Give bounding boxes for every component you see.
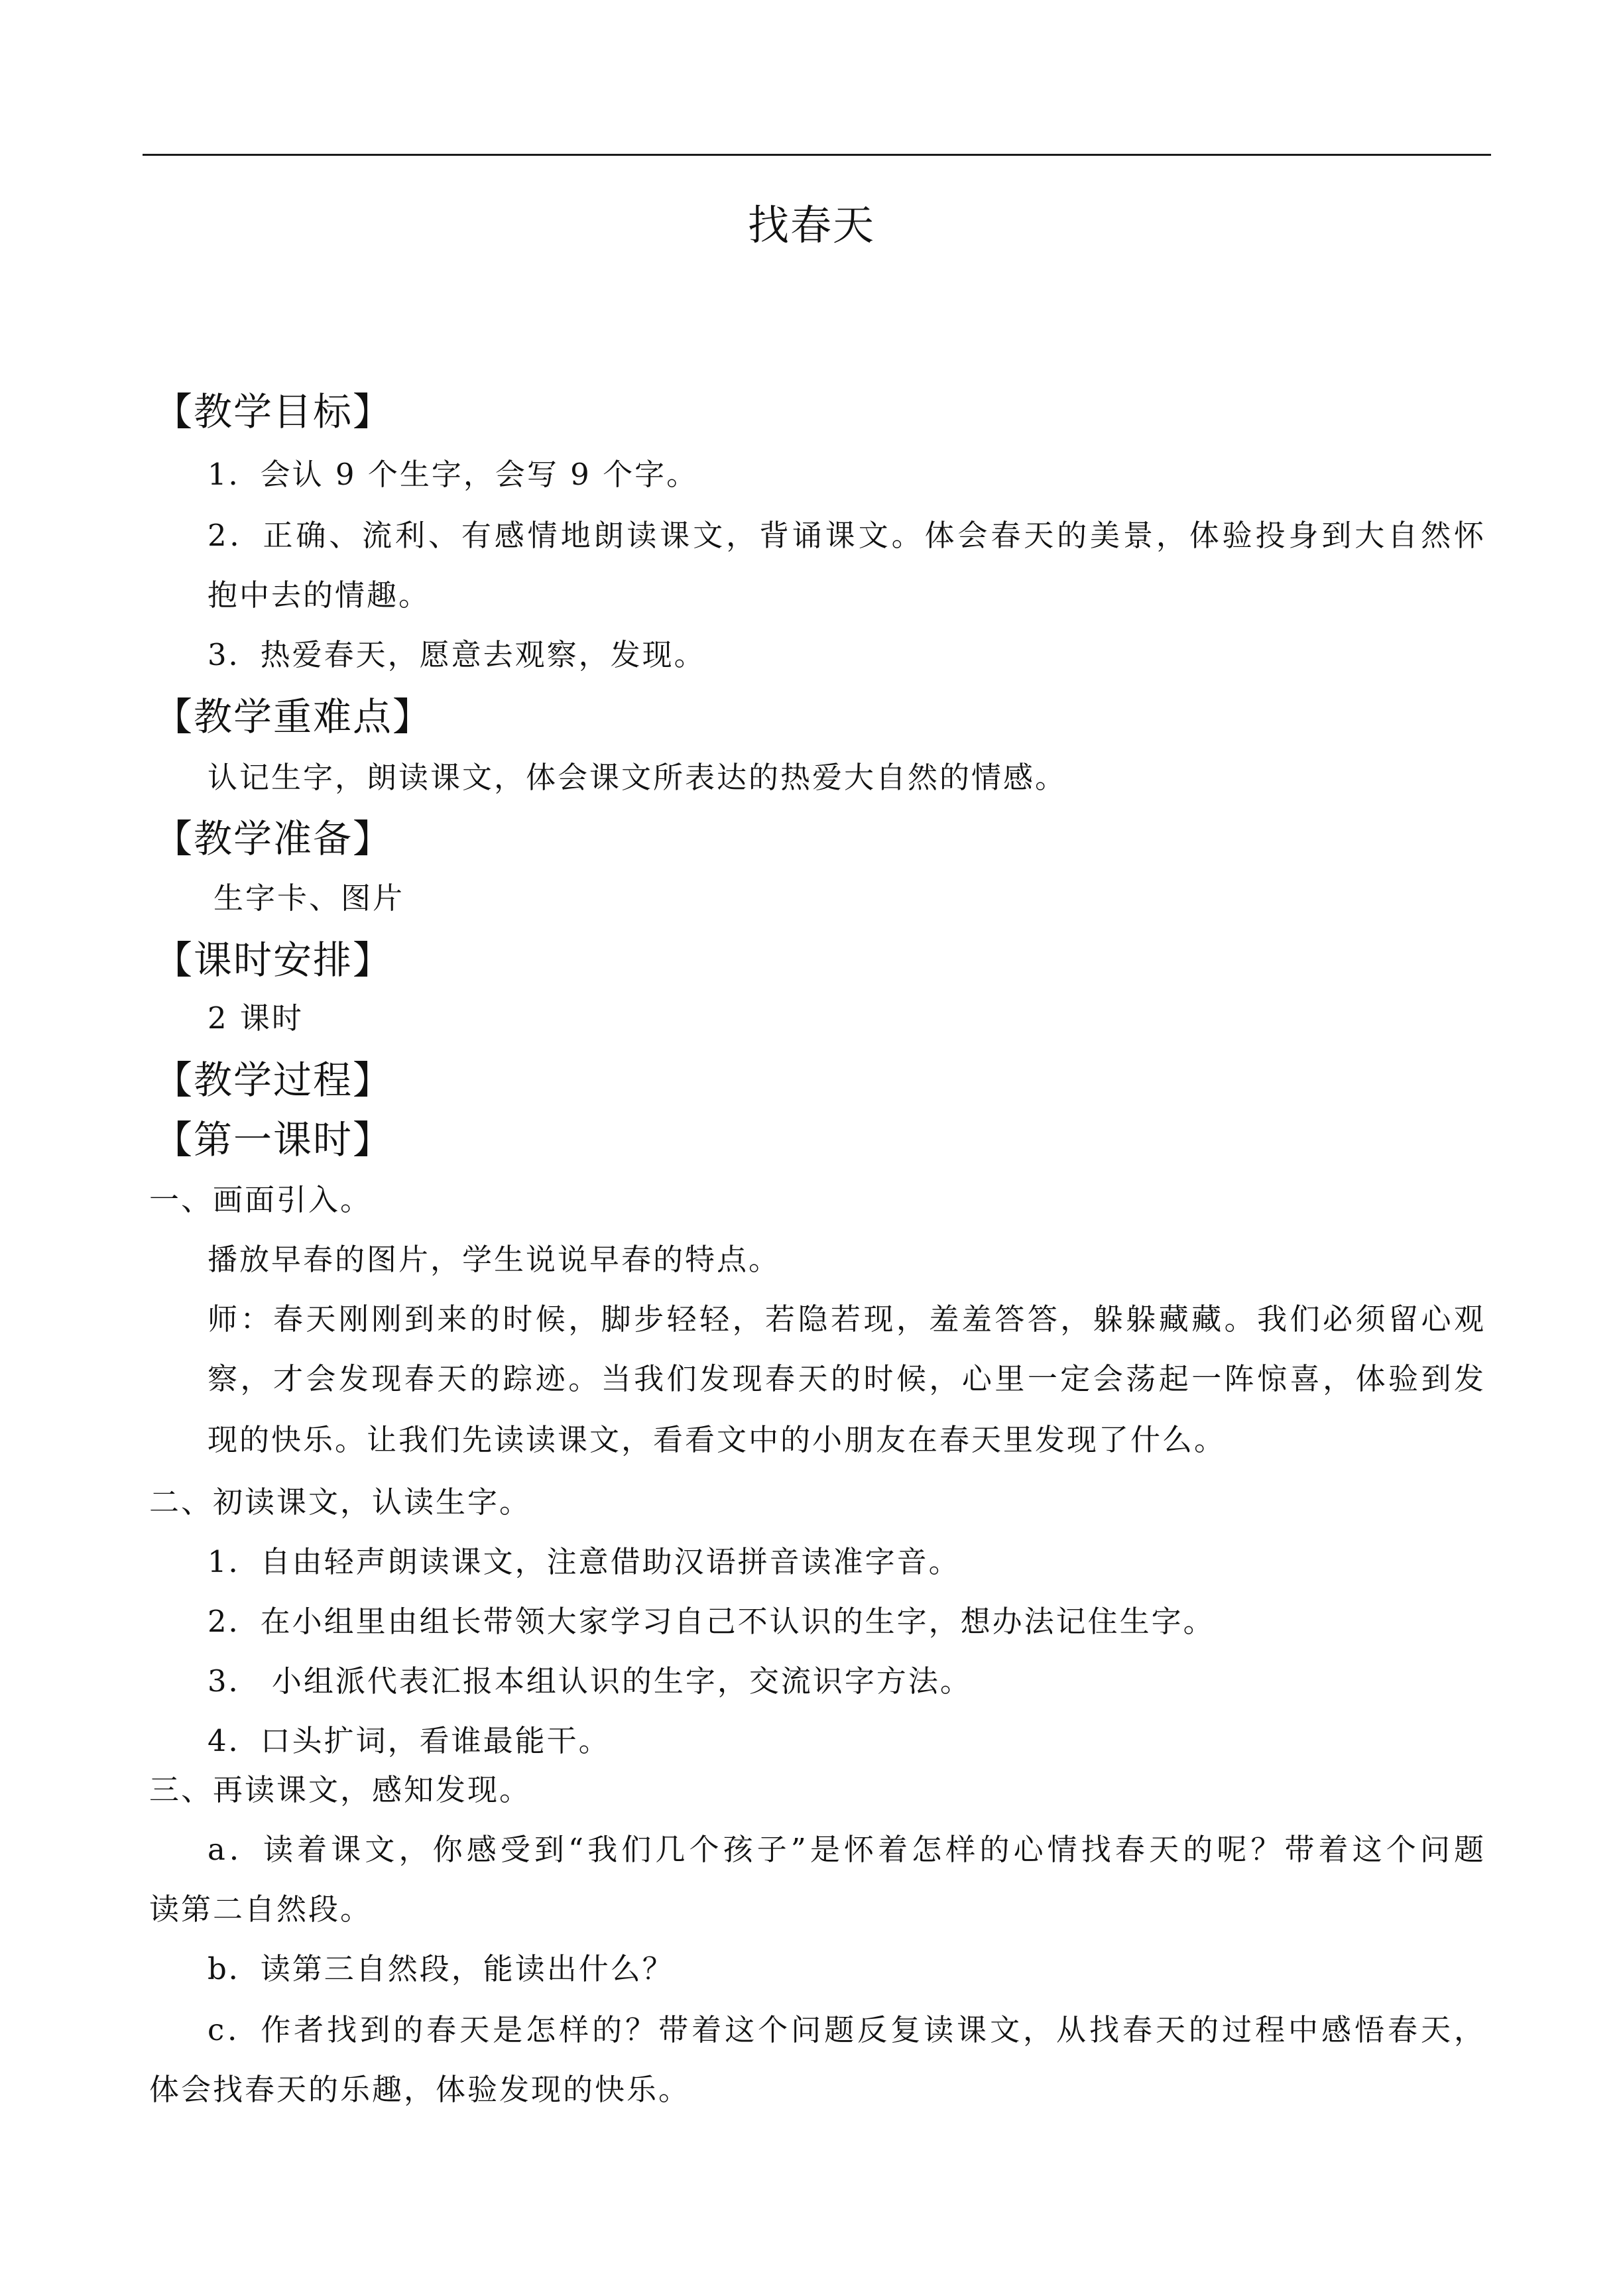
step-2-item-1: 1．自由轻声朗读课文，注意借助汉语拼音读准字音。 [208, 1544, 961, 1579]
step-1-title: 一、画面引入。 [149, 1182, 373, 1217]
step-2-item-3: 3． 小组派代表汇报本组认识的生字，交流识字方法。 [208, 1663, 972, 1699]
goals-heading: 【教学目标】 [154, 389, 393, 434]
step-1-line-1: 播放早春的图片，学生说说早春的特点。 [208, 1242, 781, 1277]
goal-item-1: 1．会认 9 个生字，会写 9 个字。 [208, 457, 699, 492]
preparation-heading: 【教学准备】 [154, 816, 393, 861]
header-rule [143, 154, 1491, 156]
goal-item-2: 2．正确、流利、有感情地朗读课文，背诵课文。体会春天的美景，体验投身到大自然怀 [208, 518, 1484, 553]
step-3-item-a: a．读着课文，你感受到“我们几个孩子”是怀着怎样的心情找春天的呢？带着这个问题 [208, 1832, 1484, 1867]
step-3-item-b: b．读第三自然段，能读出什么？ [208, 1951, 674, 1986]
step-2-item-4: 4．口头扩词，看谁最能干。 [208, 1723, 611, 1758]
goal-item-2-cont: 抱中去的情趣。 [208, 577, 431, 613]
step-1-line-2: 师：春天刚刚到来的时候，脚步轻轻，若隐若现，羞羞答答，躲躲藏藏。我们必须留心观 [208, 1301, 1484, 1337]
page-title: 找春天 [747, 201, 875, 249]
key-points-text: 认记生字，朗读课文，体会课文所表达的热爱大自然的情感。 [208, 760, 1067, 795]
key-points-heading: 【教学重难点】 [154, 694, 433, 739]
process-heading: 【教学过程】 [154, 1057, 393, 1103]
step-2-title: 二、初读课文，认读生字。 [149, 1484, 532, 1520]
step-2-item-2: 2．在小组里由组长带领大家学习自己不认识的生字，想办法记住生字。 [208, 1604, 1215, 1639]
step-1-line-4: 现的快乐。让我们先读读课文，看看文中的小朋友在春天里发现了什么。 [208, 1422, 1227, 1457]
step-3-item-a-cont: 读第二自然段。 [149, 1892, 373, 1927]
preparation-text: 生字卡、图片 [213, 880, 405, 916]
step-3-title: 三、再读课文，感知发现。 [149, 1772, 532, 1807]
step-1-line-3: 察，才会发现春天的踪迹。当我们发现春天的时候，心里一定会荡起一阵惊喜，体验到发 [208, 1361, 1484, 1396]
lesson-one-heading: 【第一课时】 [154, 1117, 393, 1162]
step-3-item-c: c．作者找到的春天是怎样的？带着这个问题反复读课文，从找春天的过程中感悟春天， [208, 2012, 1484, 2047]
goal-item-3: 3．热爱春天，愿意去观察，发现。 [208, 637, 706, 672]
step-3-item-c-cont: 体会找春天的乐趣，体验发现的快乐。 [149, 2072, 691, 2107]
schedule-text: 2 课时 [208, 1000, 304, 1036]
schedule-heading: 【课时安排】 [154, 937, 393, 983]
